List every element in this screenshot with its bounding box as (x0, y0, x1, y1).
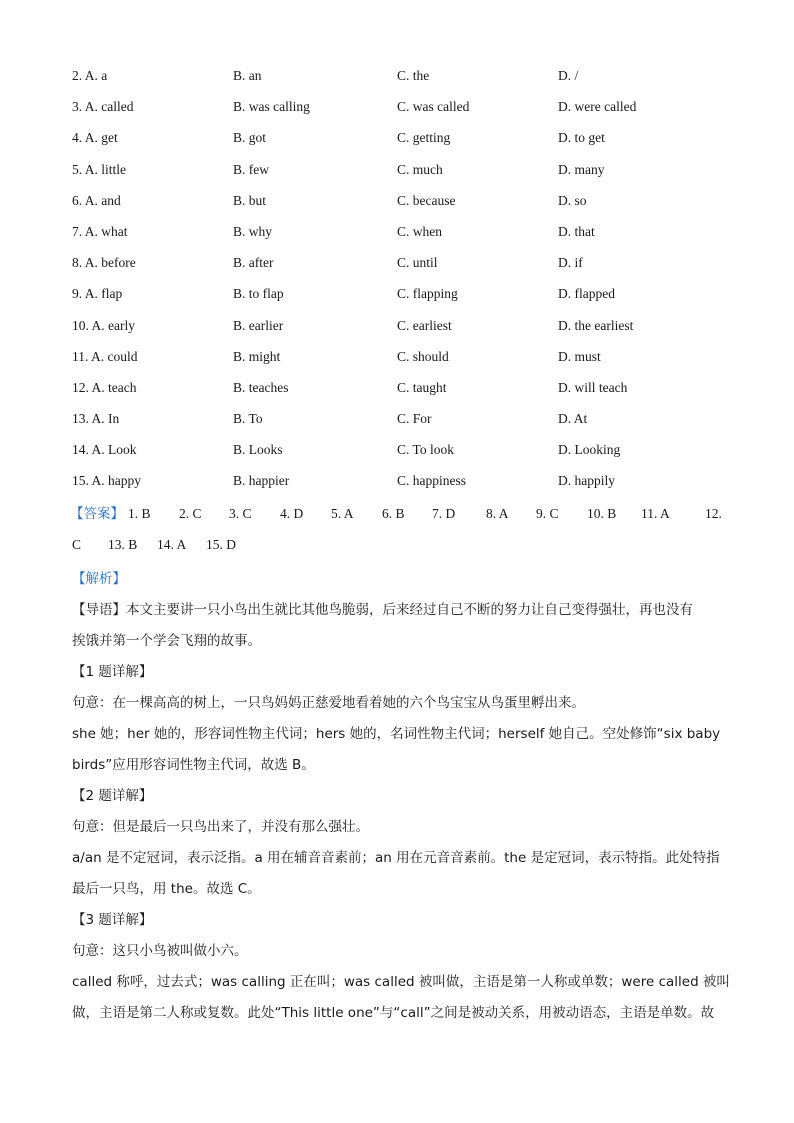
option-choice: 3. A. called (72, 99, 134, 115)
option-row (72, 440, 732, 471)
option-choice: D. Looking (558, 442, 621, 458)
analysis-line: a/an 是不定冠词，表示泛指。a 用在辅音音素前；an 用在元音音素前。the 是定冠词，表示特指。此处特指 (72, 850, 720, 866)
analysis-line: birds”应用形容词性物主代词，故选 B。 (72, 757, 315, 773)
option-choice: C. earliest (397, 317, 452, 333)
analysis-line: called 称呼，过去式；was calling 正在叫；was called 被叫做，主语是第一人称或单数；were called 被叫 (72, 974, 730, 990)
option-choice: 8. A. before (72, 255, 136, 271)
option-choice: D. that (558, 223, 595, 239)
analysis-line: 【2 题详解】 (72, 788, 153, 804)
option-choice: D. many (558, 161, 605, 177)
option-choice: B. To (233, 411, 263, 427)
option-choice: C. because (397, 192, 456, 208)
option-choice: B. was calling (233, 99, 310, 115)
option-choice: C. should (397, 348, 449, 364)
analysis-line: 句意：这只小鸟被叫做小六。 (72, 943, 248, 959)
analysis-body (72, 595, 730, 1029)
option-choice: B. but (233, 192, 267, 208)
option-row (72, 66, 732, 97)
option-choice: B. teaches (233, 379, 289, 395)
option-choice: 9. A. flap (72, 286, 123, 302)
option-row (72, 284, 732, 315)
answer-item: C (72, 537, 82, 552)
option-choice: C. much (397, 161, 443, 177)
option-choice: 15. A. happy (72, 473, 141, 489)
option-choice: 2. A. a (72, 68, 108, 83)
option-choice: C. To look (397, 442, 454, 458)
option-choice: C. the (397, 68, 430, 83)
option-choice: B. happier (233, 473, 290, 489)
option-row (72, 253, 732, 284)
option-choice: D. / (558, 68, 579, 83)
option-row (72, 191, 732, 222)
answer-item: 4. D (280, 506, 304, 521)
analysis-line: 句意：在一棵高高的树上，一只鸟妈妈正慈爱地看着她的六个鸟宝宝从鸟蛋里孵出来。 (72, 695, 585, 711)
answer-line-1 (72, 502, 732, 533)
option-choice: C. getting (397, 130, 451, 146)
option-choice: 4. A. get (72, 130, 118, 146)
option-row (72, 128, 732, 159)
analysis-line: 做，主语是第二人称或复数。此处“This little one”与“call”之间是被动关系，用被动语态，主语是单数。故 (72, 1005, 715, 1021)
option-row (72, 222, 732, 253)
option-choice: 13. A. In (72, 411, 120, 427)
answer-item: 13. B (108, 537, 138, 552)
option-row (72, 160, 732, 191)
answer-item: 6. B (382, 506, 405, 521)
answer-item: 1. B (128, 506, 151, 521)
option-row (72, 471, 732, 502)
analysis-line: 挨饿并第一个学会飞翔的故事。 (72, 633, 261, 649)
analysis-line: 【导语】本文主要讲一只小鸟出生就比其他鸟脆弱，后来经过自己不断的努力让自己变得强壮，再也没有 (72, 602, 693, 618)
option-choice: C. when (397, 223, 442, 239)
answer-item: 2. C (179, 506, 202, 521)
analysis-line: 【1 题详解】 (72, 664, 153, 680)
answer-item: 15. D (206, 537, 236, 552)
option-row (72, 97, 732, 128)
option-choice: D. to get (558, 130, 605, 146)
answer-item: 8. A (486, 506, 509, 521)
answer-section (72, 502, 732, 564)
option-choice: D. if (558, 255, 583, 271)
option-choice: 12. A. teach (72, 379, 137, 395)
option-choice: D. the earliest (558, 317, 634, 333)
option-choice: B. got (233, 130, 267, 146)
answer-line-2 (72, 533, 732, 564)
option-choice: D. will teach (558, 379, 628, 395)
option-choice: 5. A. little (72, 161, 126, 177)
option-choice: C. happiness (397, 473, 466, 489)
answer-item: 7. D (432, 506, 456, 521)
option-choice: B. why (233, 223, 273, 239)
option-choice: B. Looks (233, 442, 283, 458)
option-choice: 10. A. early (72, 317, 135, 333)
analysis-line: 句意：但是最后一只鸟出来了，并没有那么强壮。 (72, 819, 369, 835)
option-choice: B. few (233, 161, 269, 177)
option-choice: D. so (558, 192, 587, 208)
option-choice: D. flapped (558, 286, 615, 302)
option-choice: B. to flap (233, 286, 284, 302)
answer-item: 5. A (331, 506, 354, 521)
answer-item: 14. A (157, 537, 187, 552)
option-choice: B. an (233, 68, 262, 83)
options-list (72, 66, 732, 503)
option-row (72, 347, 732, 378)
option-choice: B. after (233, 255, 274, 271)
answer-item: 12. (705, 506, 722, 521)
option-choice: D. At (558, 411, 588, 427)
option-choice: B. might (233, 348, 281, 364)
option-row (72, 316, 732, 347)
option-row (72, 378, 732, 409)
answer-item: 10. B (587, 506, 617, 521)
analysis-line: 最后一只鸟，用 the。故选 C。 (72, 881, 261, 897)
option-choice: C. taught (397, 379, 447, 395)
analysis-title: 【解析】 (72, 571, 126, 587)
option-choice: C. until (397, 255, 438, 271)
answer-item: 11. A (641, 506, 670, 521)
option-choice: 6. A. and (72, 192, 121, 208)
option-choice: B. earlier (233, 317, 284, 333)
analysis-line: she 她；her 她的，形容词性物主代词；hers 她的，名词性物主代词；herself 她自己。空处修饰“six baby (72, 726, 721, 742)
option-choice: D. happily (558, 473, 615, 489)
option-choice: C. flapping (397, 286, 458, 302)
option-choice: 7. A. what (72, 223, 128, 239)
analysis-section (72, 564, 730, 1029)
option-choice: 11. A. could (72, 348, 138, 364)
option-choice: D. must (558, 348, 601, 364)
analysis-line: 【3 题详解】 (72, 912, 153, 928)
answer-item: 9. C (536, 506, 559, 521)
option-choice: C. For (397, 411, 432, 427)
answer-item: 3. C (229, 506, 252, 521)
option-choice: 14. A. Look (72, 442, 137, 458)
option-row (72, 409, 732, 440)
option-choice: C. was called (397, 99, 470, 115)
option-choice: D. were called (558, 99, 637, 115)
answer-label: 【答案】 (70, 506, 124, 521)
